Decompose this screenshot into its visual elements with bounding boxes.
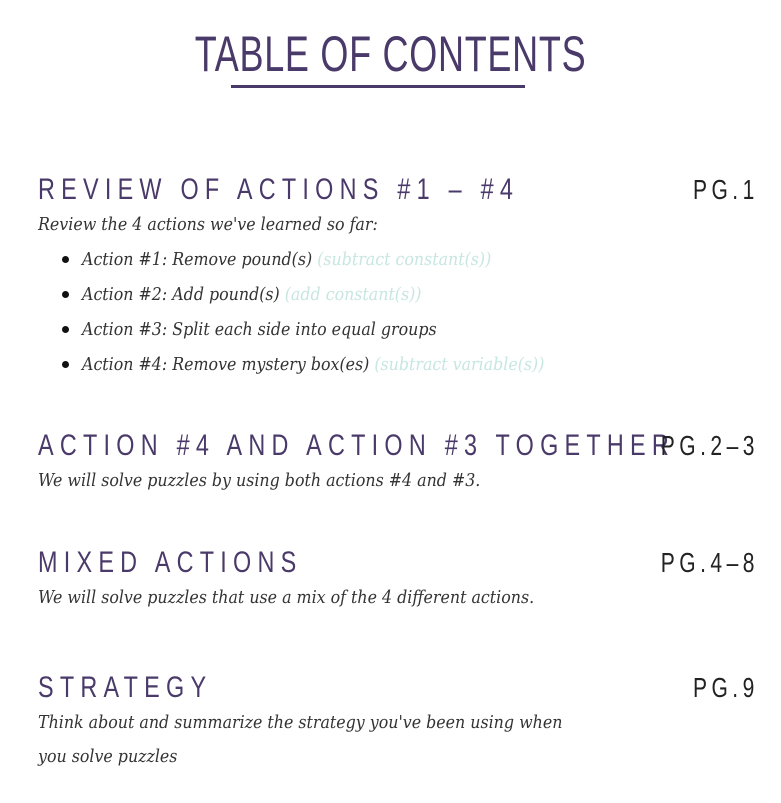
list-item: [62, 347, 759, 382]
list-item: [62, 312, 759, 347]
bullet-icon: [62, 291, 69, 298]
action-text: Action #1: Remove pound(s): [82, 249, 313, 270]
page-title: TABLE OF CONTENTS: [194, 26, 587, 82]
section-heading-row: [38, 545, 759, 581]
section-page-ref: PG.2–3: [660, 430, 759, 461]
section-heading: MIXED ACTIONS: [38, 546, 303, 579]
action-text: Action #3: Split each side into equal groups: [82, 319, 437, 340]
section-heading-row: [38, 428, 759, 464]
section-description: We will solve puzzles by using both actions #4 and #3.: [38, 470, 481, 491]
action-text: Action #4: Remove mystery box(es): [82, 354, 370, 375]
section-heading-row: [38, 172, 759, 208]
title-underline: [231, 85, 525, 88]
section-page-ref: PG.4–8: [660, 547, 759, 578]
bullet-icon: [62, 326, 69, 333]
list-item: [62, 242, 759, 277]
toc-section-strategy: [38, 670, 759, 774]
action-note: (subtract variable(s)): [374, 354, 545, 375]
section-heading-row: [38, 670, 759, 706]
section-page-ref: PG.9: [693, 672, 759, 703]
section-description: Review the 4 actions we've learned so far:: [38, 214, 378, 235]
action-note: (add constant(s)): [284, 284, 422, 305]
bullet-icon: [62, 361, 69, 368]
bullet-icon: [62, 256, 69, 263]
action-text: Action #2: Add pound(s): [82, 284, 280, 305]
section-heading: STRATEGY: [38, 671, 213, 704]
section-heading: ACTION #4 AND ACTION #3 TOGETHER: [38, 429, 676, 462]
actions-list: [38, 242, 759, 382]
toc-section-mixed-actions: [38, 545, 759, 615]
toc-section-review-actions: [38, 172, 759, 382]
action-note: (subtract constant(s)): [317, 249, 492, 270]
section-description: We will solve puzzles that use a mix of the 4 different actions.: [38, 587, 535, 608]
toc-section-action-4-and-3: [38, 428, 759, 498]
list-item: [62, 277, 759, 312]
section-description: Think about and summarize the strategy you've been using when you solve puzzles: [38, 712, 563, 767]
section-page-ref: PG.1: [693, 174, 759, 205]
section-heading: REVIEW OF ACTIONS #1 – #4: [38, 173, 520, 206]
